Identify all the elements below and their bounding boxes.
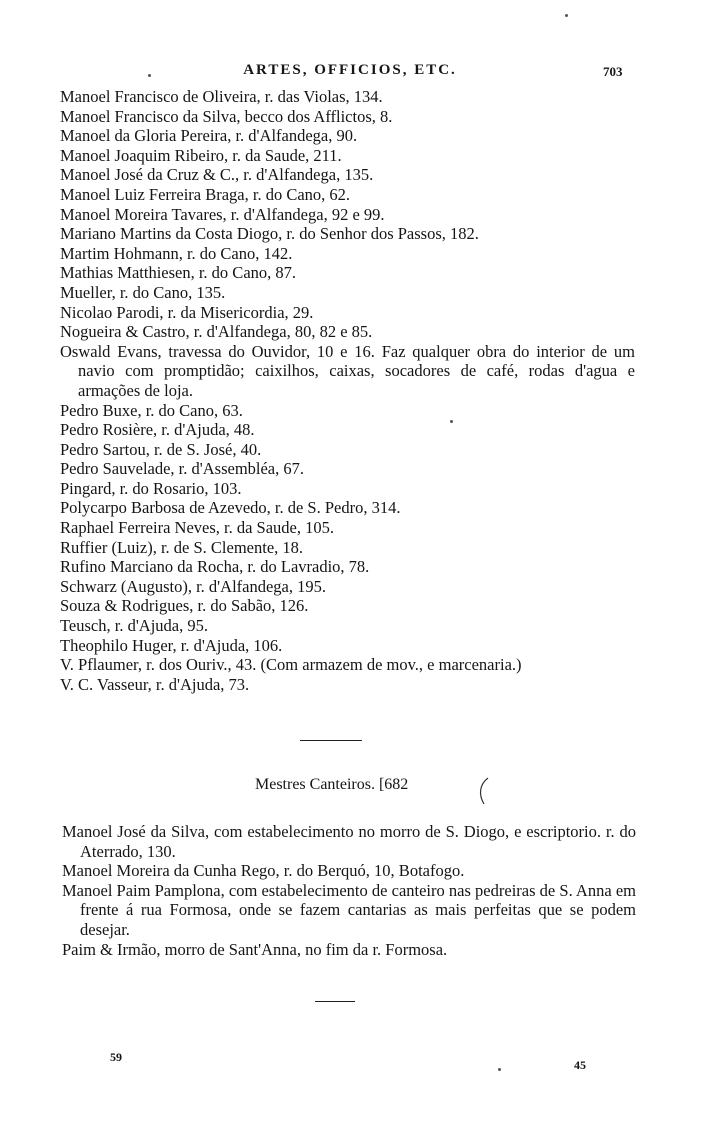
list-item: Paim & Irmão, morro de Sant'Anna, no fim da r. Formosa. — [62, 939, 448, 959]
list-item: Polycarpo Barbosa de Azevedo, r. de S. Pedro, 314. — [60, 498, 401, 518]
list-item: Raphael Ferreira Neves, r. da Saude, 105. — [60, 518, 334, 538]
list-item: Mueller, r. do Cano, 135. — [60, 282, 226, 302]
list-item: Manoel Moreira Tavares, r. d'Alfandega, 92 e 99. — [60, 204, 385, 224]
list-item: Nogueira & Castro, r. d'Alfandega, 80, 82 e 85. — [60, 322, 373, 342]
page-number: 703 — [603, 64, 623, 79]
speck — [450, 420, 453, 423]
speck — [498, 1068, 501, 1071]
list-item: V. C. Vasseur, r. d'Ajuda, 73. — [60, 674, 250, 694]
list-item: Teusch, r. d'Ajuda, 95. — [60, 616, 209, 636]
list-item: Manoel da Gloria Pereira, r. d'Alfandega, 90. — [60, 126, 358, 146]
running-header — [0, 62, 704, 86]
speck — [148, 74, 151, 77]
list-item: Manoel Francisco de Oliveira, r. das Violas, 134. — [60, 87, 383, 106]
list-item: Manoel Luiz Ferreira Braga, r. do Cano, 62. — [60, 184, 351, 204]
list-item: Pedro Sauvelade, r. d'Assembléa, 67. — [60, 459, 305, 479]
list-item: Martim Hohmann, r. do Cano, 142. — [60, 243, 293, 263]
entry-list — [60, 87, 635, 694]
list-item: Souza & Rodrigues, r. do Sabão, 126. — [60, 596, 309, 616]
section-title: Mestres Canteiros. [682 — [255, 776, 409, 793]
list-item: Theophilo Huger, r. d'Ajuda, 106. — [60, 635, 283, 655]
list-item: Mathias Matthiesen, r. do Cano, 87. — [60, 263, 297, 283]
list-item: Ruffier (Luiz), r. de S. Clemente, 18. — [60, 537, 304, 557]
divider-top — [300, 740, 362, 741]
section-entry-list — [62, 822, 636, 959]
list-item: Manoel Joaquim Ribeiro, r. da Saude, 211. — [60, 145, 342, 165]
list-item: Oswald Evans, travessa do Ouvidor, 10 e 16. Faz qualquer obra do interior de um navio com promptidão; caixilhos, caixas, socadores de café, rodas d'agua e armações de loja. — [60, 341, 635, 400]
list-item: Pingard, r. do Rosario, 103. — [60, 478, 242, 498]
ink-mark — [476, 776, 490, 806]
list-item: Nicolao Parodi, r. da Misericordia, 29. — [60, 302, 314, 322]
list-item: Manoel Francisco da Silva, becco dos Afflictos, 8. — [60, 106, 393, 126]
list-item: Pedro Sartou, r. de S. José, 40. — [60, 439, 262, 459]
list-item: V. Pflaumer, r. dos Ouriv., 43. (Com armazem de mov., e marcenaria.) — [60, 655, 522, 675]
list-item: Pedro Buxe, r. do Cano, 63. — [60, 400, 243, 420]
list-item: Manoel Paim Pamplona, com estabelecimento de canteiro nas pedreiras de S. Anna em frente á rua Formosa, onde se fazem cantarias as mais perfeitas que se podem desejar. — [62, 880, 636, 939]
signature-mark-right: 45 — [574, 1058, 586, 1072]
list-item: Manoel José da Cruz & C., r. d'Alfandega, 135. — [60, 165, 374, 185]
list-item: Mariano Martins da Costa Diogo, r. do Senhor dos Passos, 182. — [60, 224, 479, 244]
list-item: Manoel Moreira da Cunha Rego, r. do Berquó, 10, Botafogo. — [62, 861, 465, 881]
header-title: ARTES, OFFICIOS, ETC. — [243, 62, 457, 78]
divider-bottom — [315, 1001, 355, 1002]
list-item: Rufino Marciano da Rocha, r. do Lavradio, 78. — [60, 557, 370, 577]
signature-mark-left: 59 — [110, 1050, 122, 1064]
list-item: Pedro Rosière, r. d'Ajuda, 48. — [60, 420, 255, 440]
list-item: Manoel José da Silva, com estabelecimento no morro de S. Diogo, e escriptorio. r. do Aterrado, 130. — [62, 822, 636, 861]
list-item: Schwarz (Augusto), r. d'Alfandega, 195. — [60, 576, 326, 596]
speck — [565, 14, 568, 17]
